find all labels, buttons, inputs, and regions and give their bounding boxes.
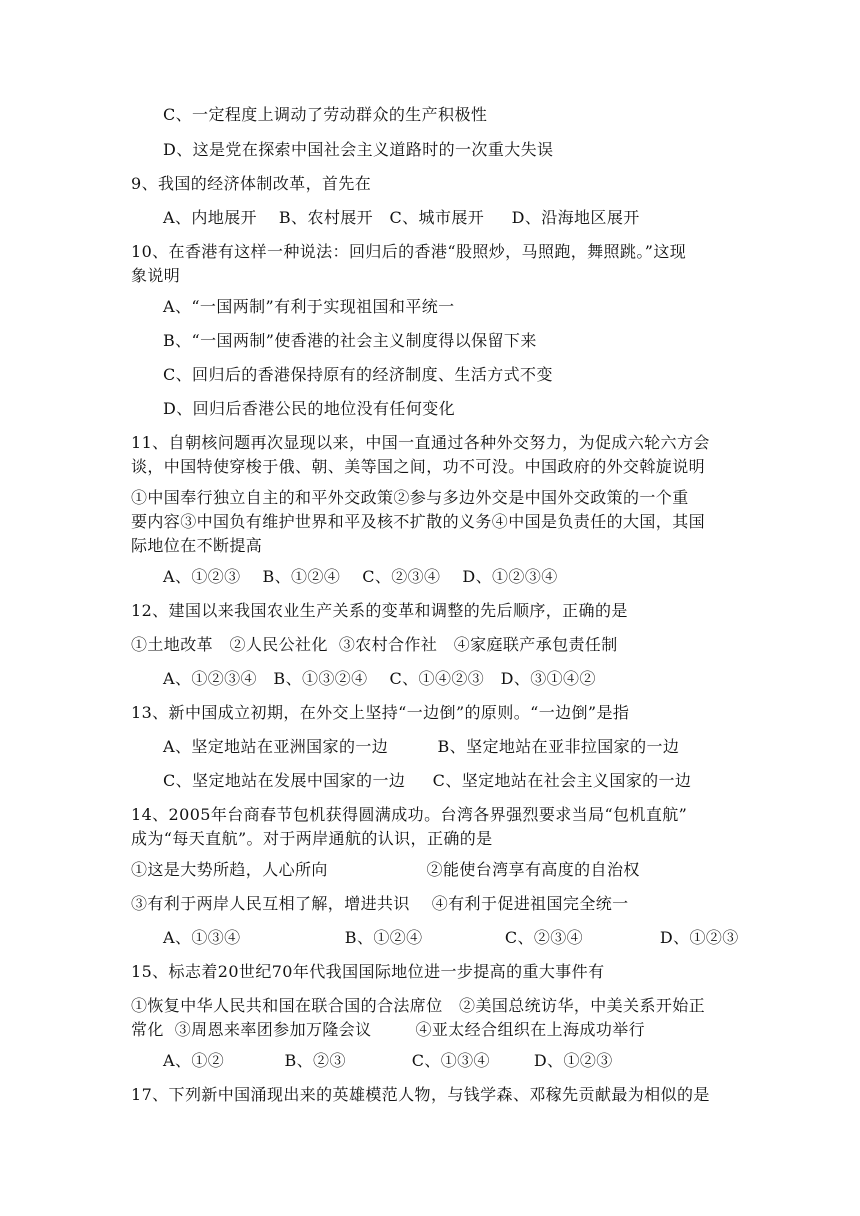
- statements-15-line-1: ①恢复中华人民共和国在联合国的合法席位 ②美国总统访华，中美关系开始正: [131, 996, 706, 1015]
- statements-14-row-1: ①这是大势所趋，人心所向 ②能使台湾享有高度的自治权: [131, 860, 640, 879]
- question-10-line-2: 象说明: [131, 266, 181, 285]
- options-12: A、①②③④ B、①③②④ C、①④②③ D、③①④②: [163, 669, 596, 688]
- statements-11-line-1: ①中国奉行独立自主的和平外交政策②参与多边外交是中国外交政策的一个重: [131, 488, 689, 507]
- options-9: A、内地展开 B、农村展开 C、城市展开 D、沿海地区展开: [163, 208, 640, 227]
- question-11-line-1: 11、自朝核问题再次显现以来，中国一直通过各种外交努力，为促成六轮六方会: [131, 433, 710, 452]
- question-14-line-2: 成为“每天直航”。对于两岸通航的认识，正确的是: [131, 829, 493, 848]
- question-9: 9、我国的经济体制改革，首先在: [131, 174, 372, 193]
- options-14: A、①③④ B、①②④ C、②③④ D、①②③: [163, 928, 739, 947]
- statements-15-line-2: 常化 ③周恩来率团参加万隆会议 ④亚太经合组织在上海成功举行: [131, 1020, 646, 1039]
- statements-14-row-2: ③有利于两岸人民互相了解，增进共识 ④有利于促进祖国完全统一: [131, 894, 629, 913]
- statements-12: ①土地改革 ②人民公社化 ③农村合作社 ④家庭联产承包责任制: [131, 635, 618, 654]
- options-15: A、①② B、②③ C、①③④ D、①②③: [163, 1051, 613, 1070]
- option-10d: D、回归后香港公民的地位没有任何变化: [163, 399, 456, 418]
- option-10c: C、回归后的香港保持原有的经济制度、生活方式不变: [163, 365, 553, 384]
- options-11: A、①②③ B、①②④ C、②③④ D、①②③④: [163, 567, 558, 586]
- option-10b: B、“一国两制”使香港的社会主义制度得以保留下来: [163, 331, 537, 350]
- question-14-line-1: 14、2005年台商春节包机获得圆满成功。台湾各界强烈要求当局“包机直航”: [131, 805, 688, 824]
- option-8d: D、这是党在探索中国社会主义道路时的一次重大失误: [163, 140, 554, 159]
- options-13-row-2: C、坚定地站在发展中国家的一边 C、坚定地站在社会主义国家的一边: [163, 771, 692, 790]
- question-12: 12、建国以来我国农业生产关系的变革和调整的先后顺序，正确的是: [131, 601, 628, 620]
- question-10-line-1: 10、在香港有这样一种说法：回归后的香港“股照炒，马照跑，舞照跳。”这现: [131, 242, 687, 261]
- statements-11-line-3: 际地位在不断提高: [131, 536, 263, 555]
- question-11-line-2: 谈，中国特使穿梭于俄、朝、美等国之间，功不可没。中国政府的外交斡旋说明: [131, 457, 706, 476]
- options-13-row-1: A、坚定地站在亚洲国家的一边 B、坚定地站在亚非拉国家的一边: [163, 737, 680, 756]
- question-13: 13、新中国成立初期，在外交上坚持“一边倒”的原则。“一边倒”是指: [131, 703, 630, 722]
- question-15: 15、标志着20世纪70年代我国国际地位进一步提高的重大事件有: [131, 962, 605, 981]
- question-17: 17、下列新中国涌现出来的英雄模范人物，与钱学森、邓稼先贡献最为相似的是: [131, 1085, 710, 1104]
- statements-11-line-2: 要内容③中国负有维护世界和平及核不扩散的义务④中国是负责任的大国，其国: [131, 512, 706, 531]
- option-10a: A、“一国两制”有利于实现祖国和平统一: [163, 297, 455, 316]
- option-8c: C、一定程度上调动了劳动群众的生产积极性: [163, 105, 488, 124]
